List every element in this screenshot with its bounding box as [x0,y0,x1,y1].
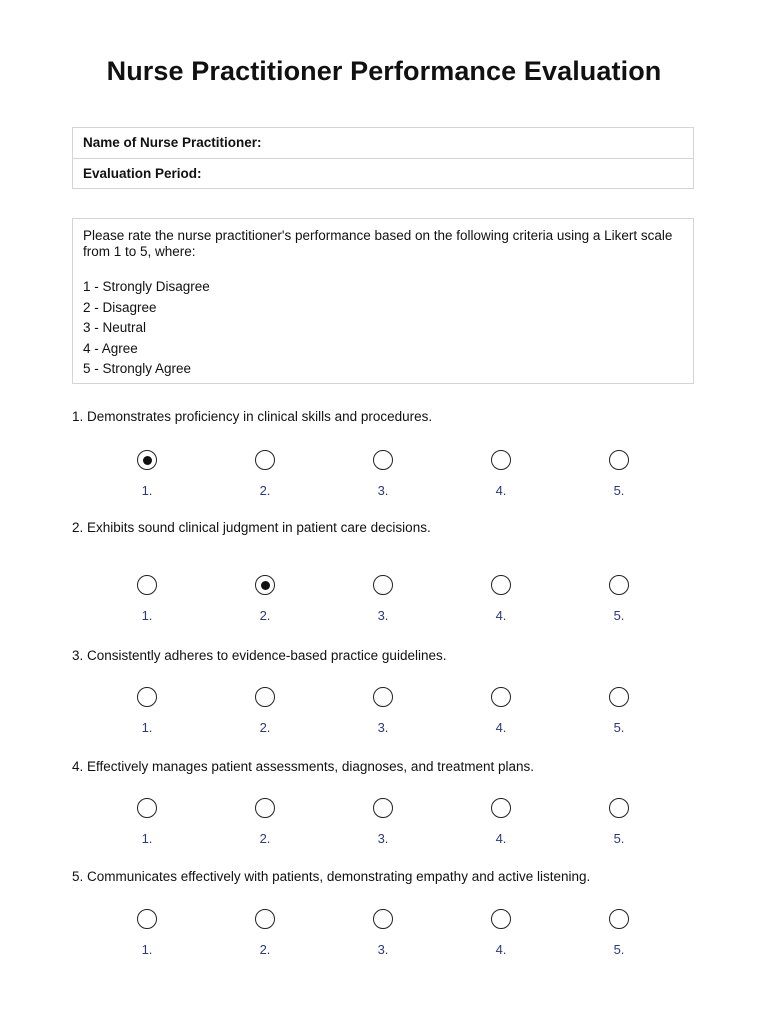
rating-option-label: 2. [259,483,271,498]
rating-option-label: 3. [377,483,389,498]
radio-button[interactable] [491,909,511,929]
rating-option-label: 5. [613,608,625,623]
radio-button[interactable] [609,450,629,470]
radio-dot-icon [261,581,270,590]
scale-item: 3 - Neutral [83,320,147,335]
rating-option[interactable] [235,909,295,957]
radio-button[interactable] [137,575,157,595]
rating-option-label: 5. [613,831,625,846]
rating-option[interactable] [471,687,531,735]
rating-options-row [0,798,768,858]
rating-option-label: 5. [613,483,625,498]
radio-button[interactable] [491,687,511,707]
scale-item: 4 - Agree [83,340,138,356]
radio-button[interactable] [373,909,393,929]
rating-option-label: 4. [495,831,507,846]
scale-item: 1 - Strongly Disagree [83,279,210,294]
rating-option[interactable] [589,909,649,957]
radio-button[interactable] [137,450,157,470]
radio-button[interactable] [373,687,393,707]
rating-option-label: 2. [259,720,271,735]
radio-button[interactable] [609,575,629,595]
radio-button[interactable] [255,909,275,929]
radio-button[interactable] [255,798,275,818]
page-title: Nurse Practitioner Performance Evaluation [106,56,662,86]
rating-option-label: 3. [377,942,389,957]
evaluation-period-label[interactable]: Evaluation Period: [73,158,693,188]
question-text: 1. Demonstrates proficiency in clinical skills and procedures. [72,409,433,424]
radio-button[interactable] [373,798,393,818]
rating-option-label: 3. [377,831,389,846]
rating-option-label: 1. [141,720,153,735]
rating-option[interactable] [235,450,295,498]
question-text: 5. Communicates effectively with patients, demonstrating empathy and active listening. [72,869,591,884]
scale-list [83,277,683,380]
rating-option-label: 3. [377,608,389,623]
radio-button[interactable] [491,575,511,595]
rating-options-row [0,687,768,747]
radio-button[interactable] [137,909,157,929]
radio-button[interactable] [255,575,275,595]
rating-option[interactable] [471,909,531,957]
rating-option[interactable] [117,575,177,623]
rating-option[interactable] [117,798,177,846]
rating-option[interactable] [235,575,295,623]
rating-option[interactable] [589,450,649,498]
rating-option-label: 4. [495,720,507,735]
rating-option[interactable] [353,450,413,498]
radio-button[interactable] [137,687,157,707]
rating-option-label: 5. [613,942,625,957]
rating-option[interactable] [353,687,413,735]
rating-option[interactable] [589,687,649,735]
rating-option[interactable] [471,450,531,498]
rating-option-label: 2. [259,831,271,846]
rating-option[interactable] [589,798,649,846]
rating-option[interactable] [235,687,295,735]
instructions-box [72,218,694,384]
rating-option[interactable] [471,575,531,623]
rating-option-label: 5. [613,720,625,735]
rating-option[interactable] [353,909,413,957]
rating-options-row [0,450,768,510]
rating-options-row [0,909,768,969]
radio-button[interactable] [137,798,157,818]
rating-option[interactable] [117,450,177,498]
radio-button[interactable] [609,687,629,707]
rating-option[interactable] [117,909,177,957]
rating-option-label: 4. [495,942,507,957]
radio-dot-icon [143,456,152,465]
rating-option[interactable] [353,798,413,846]
radio-button[interactable] [491,450,511,470]
instructions-intro: Please rate the nurse practitioner's performance based on the following criteria using a Likert scale from 1 to 5, where: [83,228,673,259]
radio-button[interactable] [373,575,393,595]
rating-option-label: 1. [141,483,153,498]
rating-option-label: 1. [141,608,153,623]
question-text: 3. Consistently adheres to evidence-based practice guidelines. [72,648,447,663]
rating-option[interactable] [353,575,413,623]
rating-option-label: 2. [259,608,271,623]
radio-button[interactable] [609,909,629,929]
name-field-label[interactable]: Name of Nurse Practitioner: [83,135,262,150]
rating-option[interactable] [117,687,177,735]
radio-button[interactable] [609,798,629,818]
question-text: 2. Exhibits sound clinical judgment in patient care decisions. [72,520,431,535]
rating-option[interactable] [589,575,649,623]
scale-item: 2 - Disagree [83,299,157,315]
rating-option-label: 3. [377,720,389,735]
rating-options-row [0,575,768,635]
radio-button[interactable] [491,798,511,818]
rating-option[interactable] [471,798,531,846]
radio-button[interactable] [373,450,393,470]
rating-option[interactable] [235,798,295,846]
rating-option-label: 1. [141,942,153,957]
scale-item: 5 - Strongly Agree [83,361,192,376]
radio-button[interactable] [255,687,275,707]
question-text: 4. Effectively manages patient assessments, diagnoses, and treatment plans. [72,759,535,774]
rating-option-label: 4. [495,483,507,498]
rating-option-label: 4. [495,608,507,623]
rating-option-label: 1. [141,831,153,846]
info-box [72,127,694,189]
radio-button[interactable] [255,450,275,470]
rating-option-label: 2. [259,942,271,957]
